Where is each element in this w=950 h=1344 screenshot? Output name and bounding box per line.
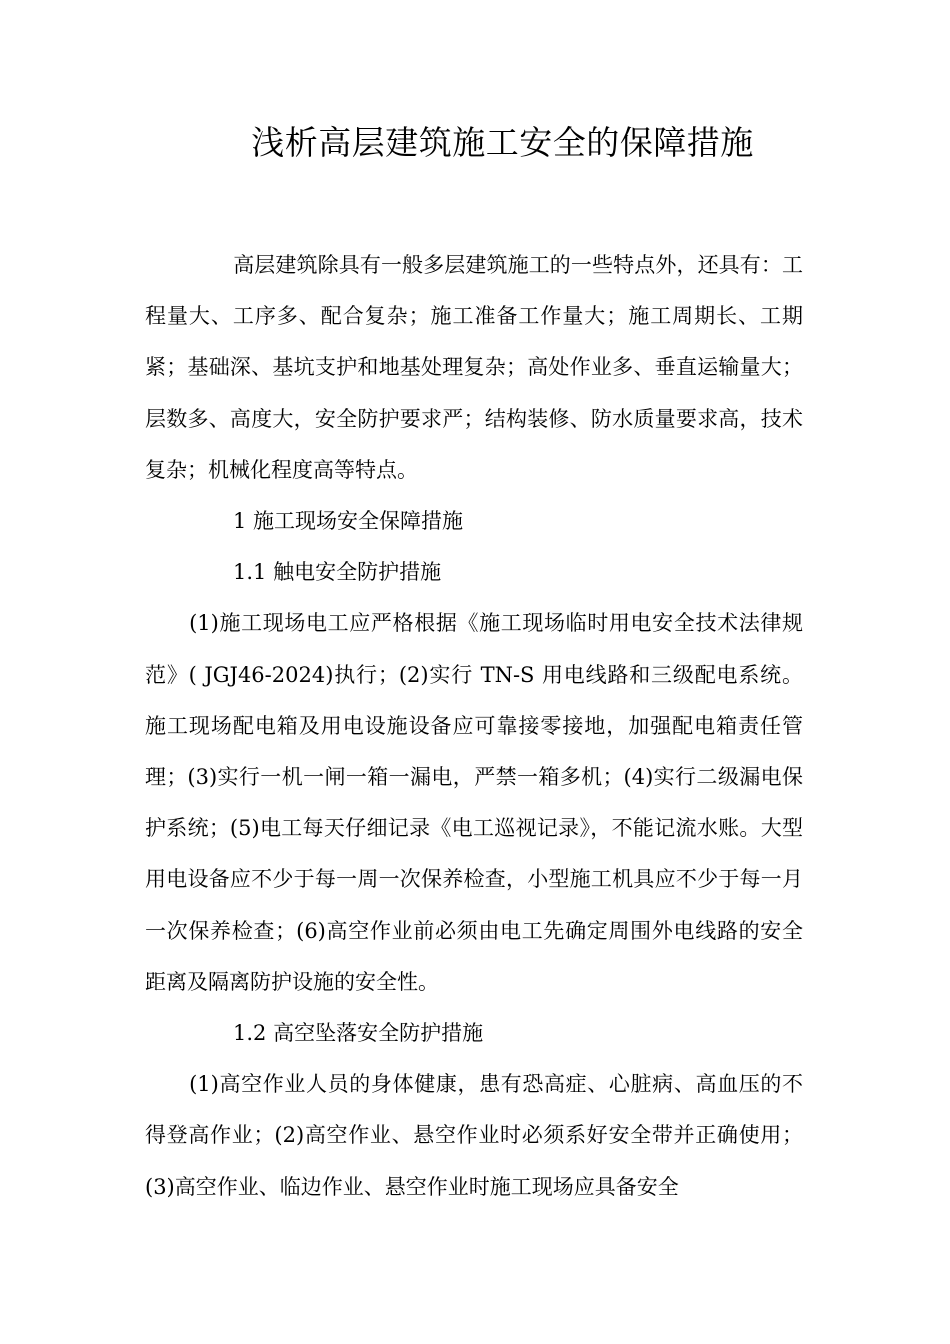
section-1-1-paragraph: (1)施工现场电工应严格根据《施工现场临时用电安全技术法律规范》( JGJ46-2024)执行；(2)实行 TN-S 用电线路和三级配电系统。施工现场配电箱及用电设施设备应可靠接零接地，加强配电箱责任管理；(3)实行一机一闸一箱一漏电，严禁一箱多机；(4)实行二级漏电保护系统；(5)电工每天仔细记录《电工巡视记录》，不能记流水账。大型用电设备应不少于每一周一次保养检查，小型施工机具应不少于每一月一次保养检查；(6)高空作业前必须由电工先确定周围外电线路的安全距离及隔离防护设施的安全性。: [145, 611, 803, 994]
section-1-heading: 1 施工现场安全保障措施: [233, 509, 464, 534]
section-1-2-heading: 1.2 高空坠落安全防护措施: [233, 1021, 484, 1046]
section-1-2-paragraph: (1)高空作业人员的身体健康，患有恐高症、心脏病、高血压的不得登高作业；(2)高空作业、悬空作业时必须系好安全带并正确使用；(3)高空作业、临边作业、悬空作业时施工现场应具备安全: [145, 1072, 803, 1199]
document-body: [145, 240, 803, 1213]
document-title: 浅析高层建筑施工安全的保障措施: [251, 123, 754, 162]
section-1-1-heading: 1.1 触电安全防护措施: [233, 560, 442, 585]
intro-paragraph: 高层建筑除具有一般多层建筑施工的一些特点外，还具有：工程量大、工序多、配合复杂；施工准备工作量大；施工周期长、工期紧；基础深、基坑支护和地基处理复杂；高处作业多、垂直运输量大；层数多、高度大，安全防护要求严；结构装修、防水质量要求高，技术复杂；机械化程度高等特点。: [145, 253, 803, 482]
